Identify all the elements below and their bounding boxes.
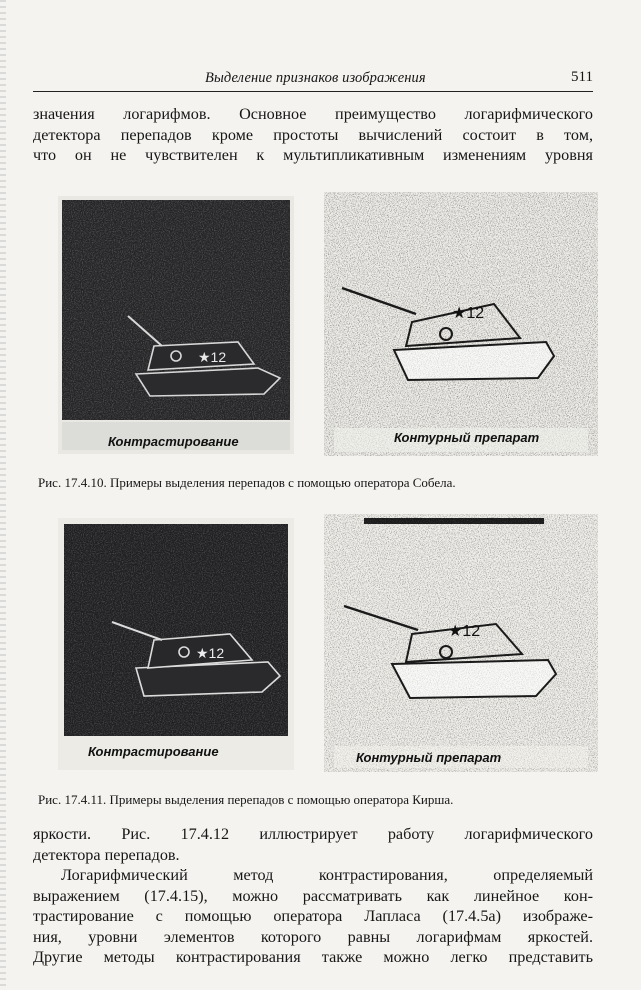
text-line: детектора перепадов кроме простоты вычислений состоит в том, bbox=[33, 125, 593, 144]
sobel-contrast-image bbox=[58, 196, 294, 454]
svg-text:★12: ★12 bbox=[198, 349, 227, 365]
figure-label: Контрастирование bbox=[88, 744, 219, 759]
figure-caption: Рис. 17.4.11. Примеры выделения перепадов с помощью оператора Кирша. bbox=[38, 792, 454, 807]
text-line: Логарифмический метод контрастирования, определяемый bbox=[61, 866, 593, 884]
text-line: что он не чувствителен к мультипликативным изменениям уровня bbox=[33, 146, 593, 164]
text-line: значения логарифмов. Основное преимущество логарифмического bbox=[33, 105, 593, 123]
text-line: детектора перепадов. bbox=[33, 845, 180, 864]
page-number: 511 bbox=[571, 69, 593, 85]
figure-caption: Рис. 17.4.10. Примеры выделения перепадов с помощью оператора Собела. bbox=[38, 475, 456, 490]
running-header bbox=[33, 70, 593, 92]
sobel-edge-image bbox=[324, 192, 598, 456]
svg-text:★12: ★12 bbox=[196, 645, 225, 661]
svg-text:★12: ★12 bbox=[448, 623, 481, 640]
text-line: яркости. Рис. 17.4.12 иллюстрирует работу логарифмического bbox=[33, 825, 593, 843]
text-line: Другие методы контрастирования также можно легко представить bbox=[33, 948, 593, 966]
text-line: ния, уровни элементов которого равны логарифмам яркостей. bbox=[33, 927, 593, 946]
text-line: выражением (17.4.15), можно рассматривать как линейное кон- bbox=[33, 886, 593, 905]
kirsch-contrast-image bbox=[58, 518, 294, 770]
figure-sobel bbox=[58, 192, 598, 460]
kirsch-edge-image bbox=[324, 514, 598, 772]
scan-edge bbox=[0, 0, 6, 990]
paragraph-top bbox=[33, 104, 593, 166]
text-line: трастирование с помощью оператора Лапласа (17.4.5а) изображе- bbox=[33, 907, 593, 925]
header-title: Выделение признаков изображения bbox=[205, 70, 426, 86]
figure-label: Контурный препарат bbox=[394, 430, 540, 445]
paragraph-bottom bbox=[33, 824, 593, 968]
figure-label: Контрастирование bbox=[108, 434, 239, 449]
svg-text:★12: ★12 bbox=[452, 305, 485, 322]
figure-label: Контурный препарат bbox=[356, 750, 502, 765]
header-rule bbox=[33, 91, 593, 92]
figure-kirsch bbox=[58, 514, 598, 774]
